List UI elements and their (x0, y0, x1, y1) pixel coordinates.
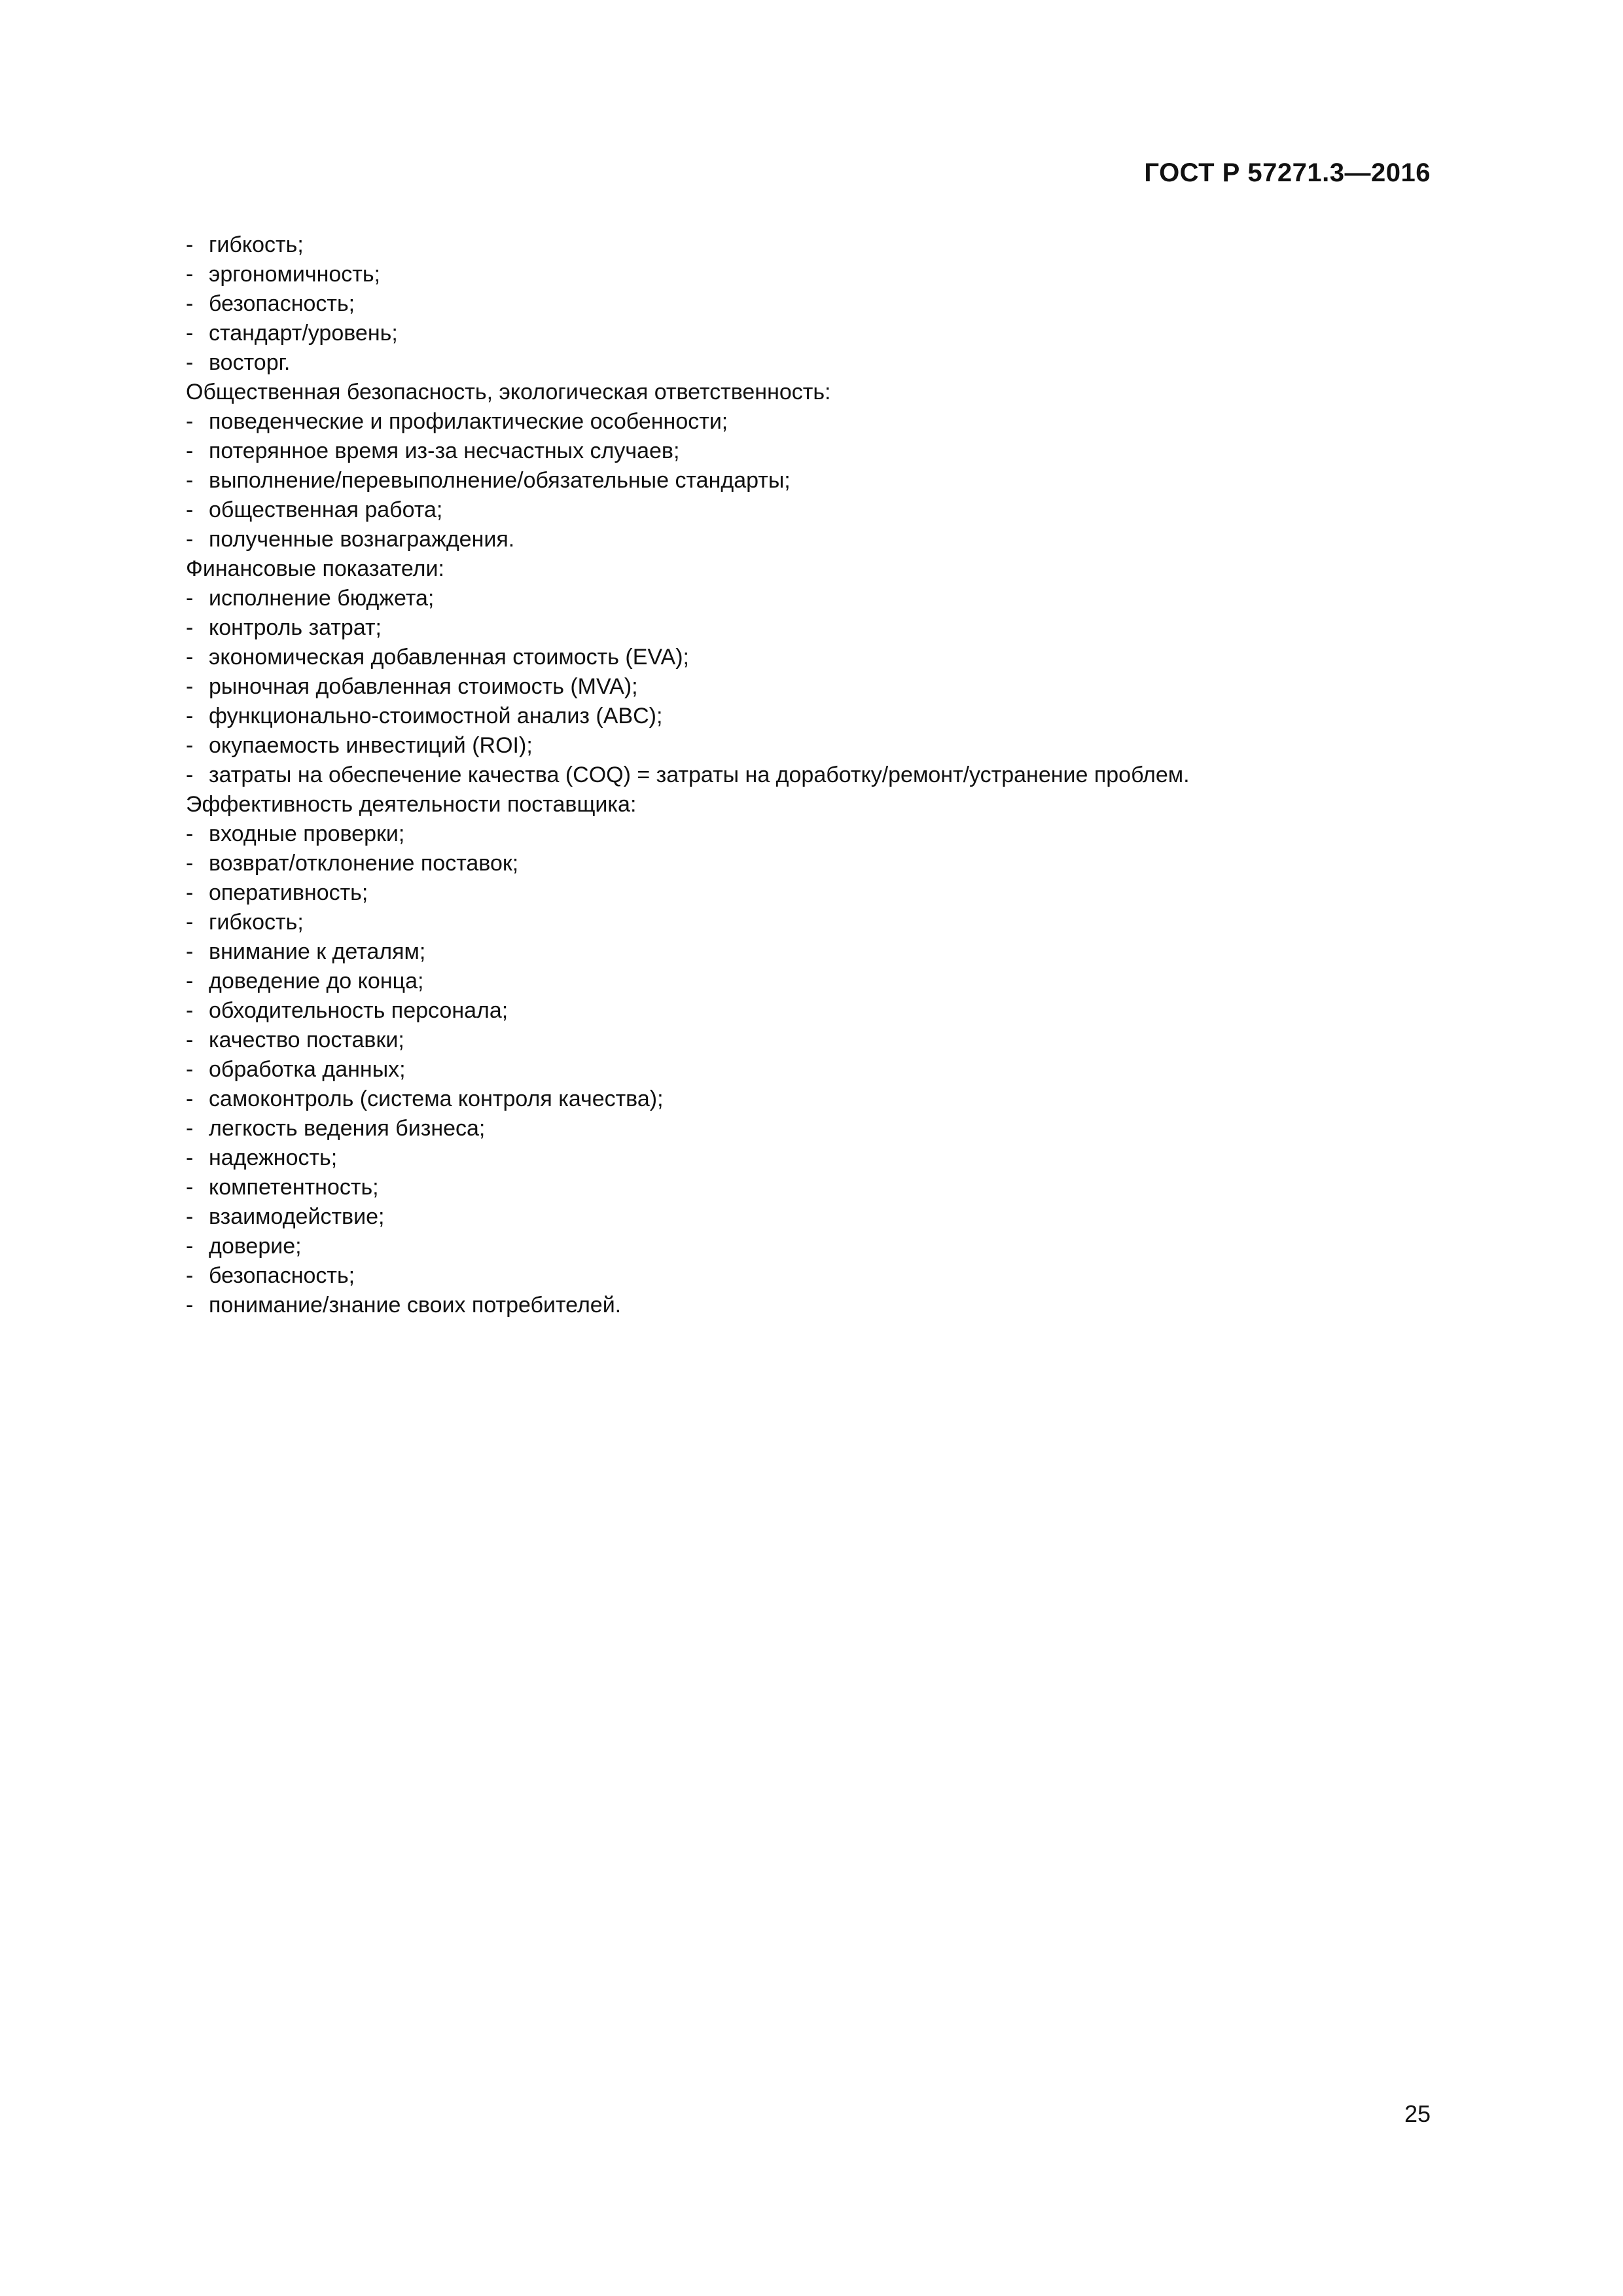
list-dash: - (186, 939, 194, 964)
list-item (186, 466, 1429, 495)
list-item (186, 996, 1429, 1026)
list-supplier (186, 819, 1429, 1320)
page-number: 25 (1404, 2100, 1431, 2127)
list-item-text: понимание/знание своих потребителей. (209, 1293, 622, 1318)
list-item (186, 525, 1429, 554)
list-item-text: исполнение бюджета; (209, 586, 435, 611)
list-dash: - (186, 615, 194, 640)
list-item (186, 407, 1429, 437)
list-item (186, 702, 1429, 731)
list-item (186, 1261, 1429, 1291)
list-item (186, 1291, 1429, 1320)
list-item (186, 319, 1429, 348)
list-dash: - (186, 586, 194, 611)
list-dash: - (186, 232, 194, 257)
list-item (186, 819, 1429, 849)
list-item (186, 584, 1429, 613)
list-dash: - (186, 1293, 194, 1318)
document-body (186, 230, 1429, 1320)
list-dash: - (186, 1204, 194, 1229)
list-dash: - (186, 969, 194, 994)
list-dash: - (186, 1263, 194, 1288)
list-dash: - (186, 1028, 194, 1052)
list-item (186, 348, 1429, 378)
list-dash: - (186, 409, 194, 434)
list-item (186, 1232, 1429, 1261)
list-item (186, 1202, 1429, 1232)
list-dash: - (186, 704, 194, 728)
list-dash: - (186, 851, 194, 876)
list-item-text: легкость ведения бизнеса; (209, 1116, 486, 1141)
list-dash: - (186, 262, 194, 287)
list-dash: - (186, 1145, 194, 1170)
list-item (186, 230, 1429, 260)
list-financial (186, 584, 1429, 790)
list-item-text: поведенческие и профилактические особенности; (209, 409, 728, 434)
list-item-text: надежность; (209, 1145, 338, 1170)
list-item-text: рыночная добавленная стоимость (MVA); (209, 674, 638, 699)
list-item (186, 613, 1429, 643)
list-item-text: возврат/отклонение поставок; (209, 851, 519, 876)
list-item-text: выполнение/перевыполнение/обязательные стандарты; (209, 468, 791, 493)
list-item (186, 643, 1429, 672)
list-dash: - (186, 880, 194, 905)
list-item-text: затраты на обеспечение качества (COQ) = затраты на доработку/ремонт/устранение проблем. (209, 762, 1190, 787)
list-dash: - (186, 468, 194, 493)
list-item-text: внимание к деталям; (209, 939, 426, 964)
list-item-text: безопасность; (209, 1263, 355, 1288)
list-item (186, 672, 1429, 702)
list-item (186, 260, 1429, 289)
list-item-text: обходительность персонала; (209, 998, 508, 1023)
list-item (186, 1055, 1429, 1085)
list-item-text: окупаемость инвестиций (ROI); (209, 733, 533, 758)
list-item-text: самоконтроль (система контроля качества); (209, 1086, 664, 1111)
list-item-text: обработка данных; (209, 1057, 406, 1082)
list-item-text: гибкость; (209, 910, 304, 935)
list-item-text: взаимодействие; (209, 1204, 385, 1229)
list-item-text: эргономичность; (209, 262, 381, 287)
list-item (186, 1143, 1429, 1173)
list-item-text: контроль затрат; (209, 615, 382, 640)
list-item (186, 967, 1429, 996)
list-public-safety (186, 407, 1429, 554)
list-dash: - (186, 1116, 194, 1141)
list-item-text: общественная работа; (209, 497, 443, 522)
list-dash: - (186, 910, 194, 935)
list-item (186, 937, 1429, 967)
list-dash: - (186, 291, 194, 316)
list-continuation (186, 230, 1429, 378)
list-dash: - (186, 527, 194, 552)
list-item (186, 731, 1429, 761)
list-item-text: безопасность; (209, 291, 355, 316)
list-item (186, 878, 1429, 908)
list-dash: - (186, 674, 194, 699)
list-dash: - (186, 1057, 194, 1082)
list-item-text: оперативность; (209, 880, 368, 905)
list-item (186, 908, 1429, 937)
list-item-text: восторг. (209, 350, 291, 375)
list-dash: - (186, 497, 194, 522)
list-dash: - (186, 321, 194, 346)
list-item-text: экономическая добавленная стоимость (EVA); (209, 645, 689, 670)
list-item (186, 289, 1429, 319)
list-dash: - (186, 998, 194, 1023)
list-dash: - (186, 645, 194, 670)
list-item-text: гибкость; (209, 232, 304, 257)
list-item-text: доверие; (209, 1234, 302, 1259)
list-item-text: полученные вознаграждения. (209, 527, 515, 552)
list-dash: - (186, 1175, 194, 1200)
list-dash: - (186, 350, 194, 375)
list-dash: - (186, 762, 194, 787)
list-item (186, 849, 1429, 878)
list-dash: - (186, 733, 194, 758)
list-item (186, 495, 1429, 525)
list-item-text: функционально-стоимостной анализ (ABC); (209, 704, 663, 728)
list-item (186, 1114, 1429, 1143)
section-heading-financial: Финансовые показатели: (186, 556, 444, 581)
list-dash: - (186, 1234, 194, 1259)
list-item-text: качество поставки; (209, 1028, 404, 1052)
list-item (186, 437, 1429, 466)
list-item (186, 761, 1429, 790)
list-item (186, 1085, 1429, 1114)
document-code: ГОСТ Р 57271.3—2016 (1144, 158, 1431, 187)
list-dash: - (186, 439, 194, 463)
list-item (186, 1026, 1429, 1055)
list-dash: - (186, 1086, 194, 1111)
section-heading-supplier: Эффективность деятельности поставщика: (186, 792, 637, 817)
list-item-text: компетентность; (209, 1175, 379, 1200)
list-item-text: потерянное время из-за несчастных случаев; (209, 439, 680, 463)
list-item-text: стандарт/уровень; (209, 321, 398, 346)
list-item-text: входные проверки; (209, 821, 405, 846)
list-item-text: доведение до конца; (209, 969, 424, 994)
list-item (186, 1173, 1429, 1202)
list-dash: - (186, 821, 194, 846)
section-heading-public-safety: Общественная безопасность, экологическая ответственность: (186, 380, 831, 404)
